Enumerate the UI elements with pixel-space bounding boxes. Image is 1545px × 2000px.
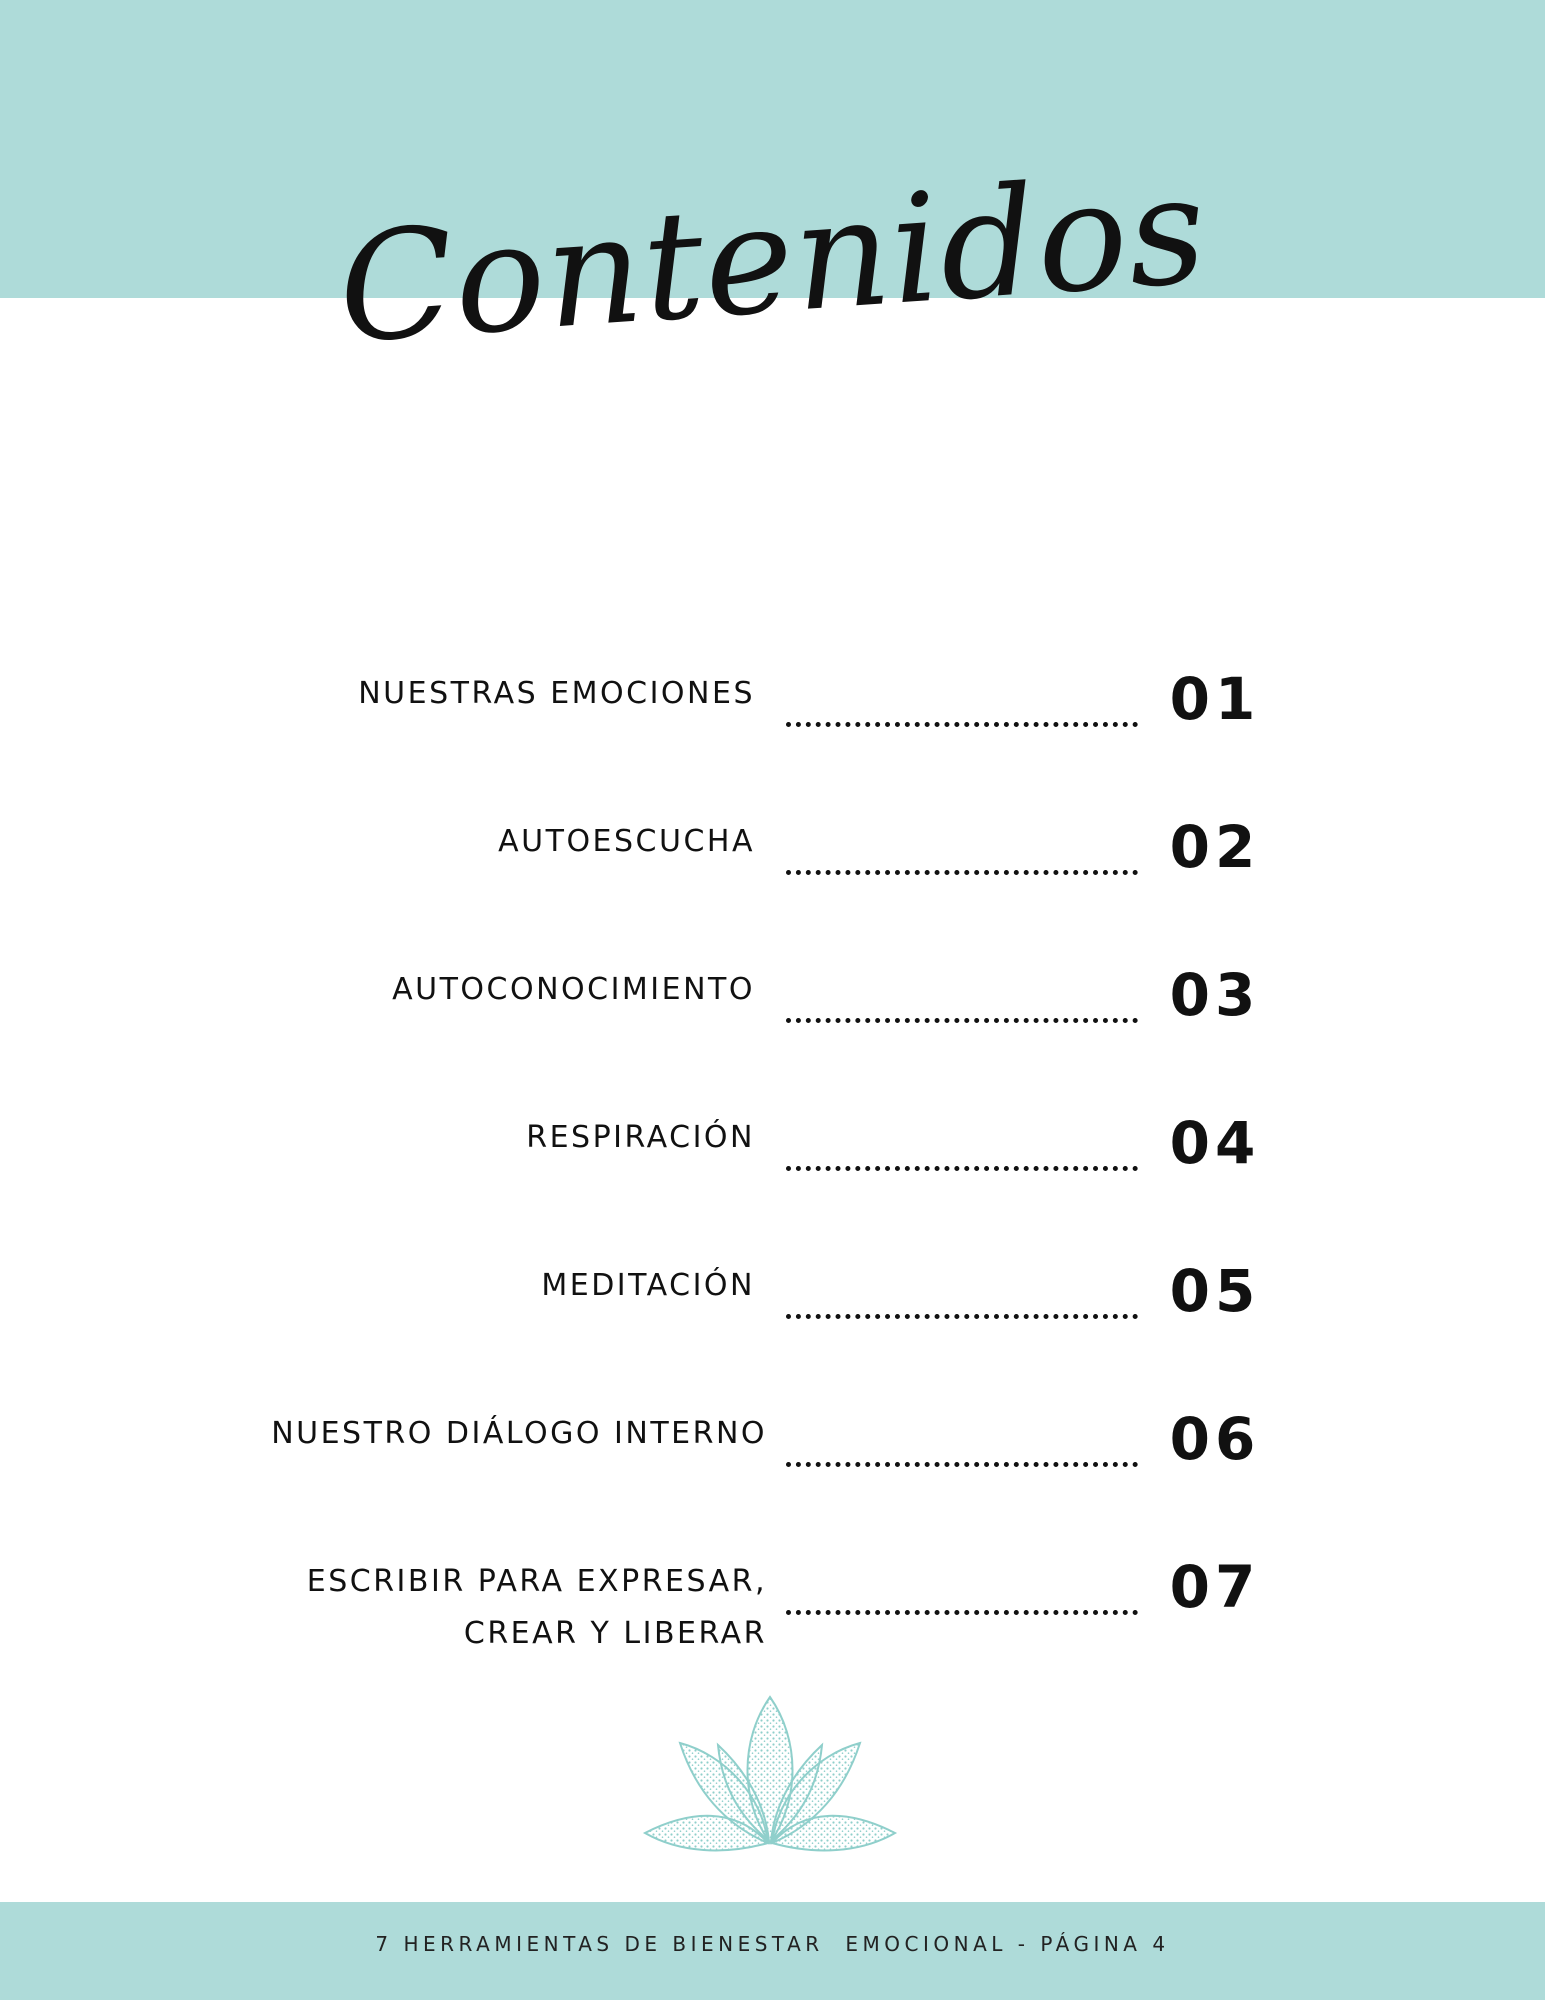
toc-entry-label: ESCRIBIR PARA EXPRESAR, CREAR Y LIBERAR: [306, 1564, 767, 1651]
toc-entry-number: 04: [1169, 1109, 1261, 1177]
dotted-leader: [786, 678, 1138, 727]
toc-entry-respiracion[interactable]: [0, 1109, 1545, 1232]
toc-entry-label: NUESTRO DIÁLOGO INTERNO: [271, 1416, 767, 1451]
toc-entry-number: 06: [1169, 1405, 1261, 1473]
toc-entry-number: 07: [1169, 1553, 1261, 1621]
dotted-leader: [786, 974, 1138, 1023]
toc-entry-number: 02: [1169, 813, 1261, 881]
page-title: Contenidos: [333, 142, 1212, 378]
toc-entry-label: RESPIRACIÓN: [526, 1120, 755, 1155]
toc-entry-label: AUTOCONOCIMIENTO: [392, 972, 755, 1007]
dotted-leader: [786, 1566, 1138, 1615]
toc-entry-label: NUESTRAS EMOCIONES: [358, 676, 755, 711]
toc-entry-label: MEDITACIÓN: [541, 1268, 755, 1303]
toc-entry-autoconocimiento[interactable]: [0, 961, 1545, 1084]
dotted-leader: [786, 1270, 1138, 1319]
dotted-leader: [786, 1418, 1138, 1467]
toc-entry-nuestras-emociones[interactable]: [0, 665, 1545, 788]
toc-entry-number: 05: [1169, 1257, 1261, 1325]
toc-entry-number: 01: [1169, 665, 1261, 733]
dotted-leader: [786, 1122, 1138, 1171]
lotus-icon: [640, 1695, 900, 1855]
footer-text: 7 HERRAMIENTAS DE BIENESTAR EMOCIONAL - PÁGINA 4: [375, 1932, 1170, 1956]
toc-entry-number: 03: [1169, 961, 1261, 1029]
toc-entry-nuestro-dialogo-interno[interactable]: [0, 1405, 1545, 1528]
toc-entry-autoescucha[interactable]: [0, 813, 1545, 936]
toc-entry-escribir[interactable]: [0, 1553, 1545, 1666]
toc-entry-label: AUTOESCUCHA: [498, 824, 755, 859]
toc-entry-meditacion[interactable]: [0, 1257, 1545, 1380]
dotted-leader: [786, 826, 1138, 875]
